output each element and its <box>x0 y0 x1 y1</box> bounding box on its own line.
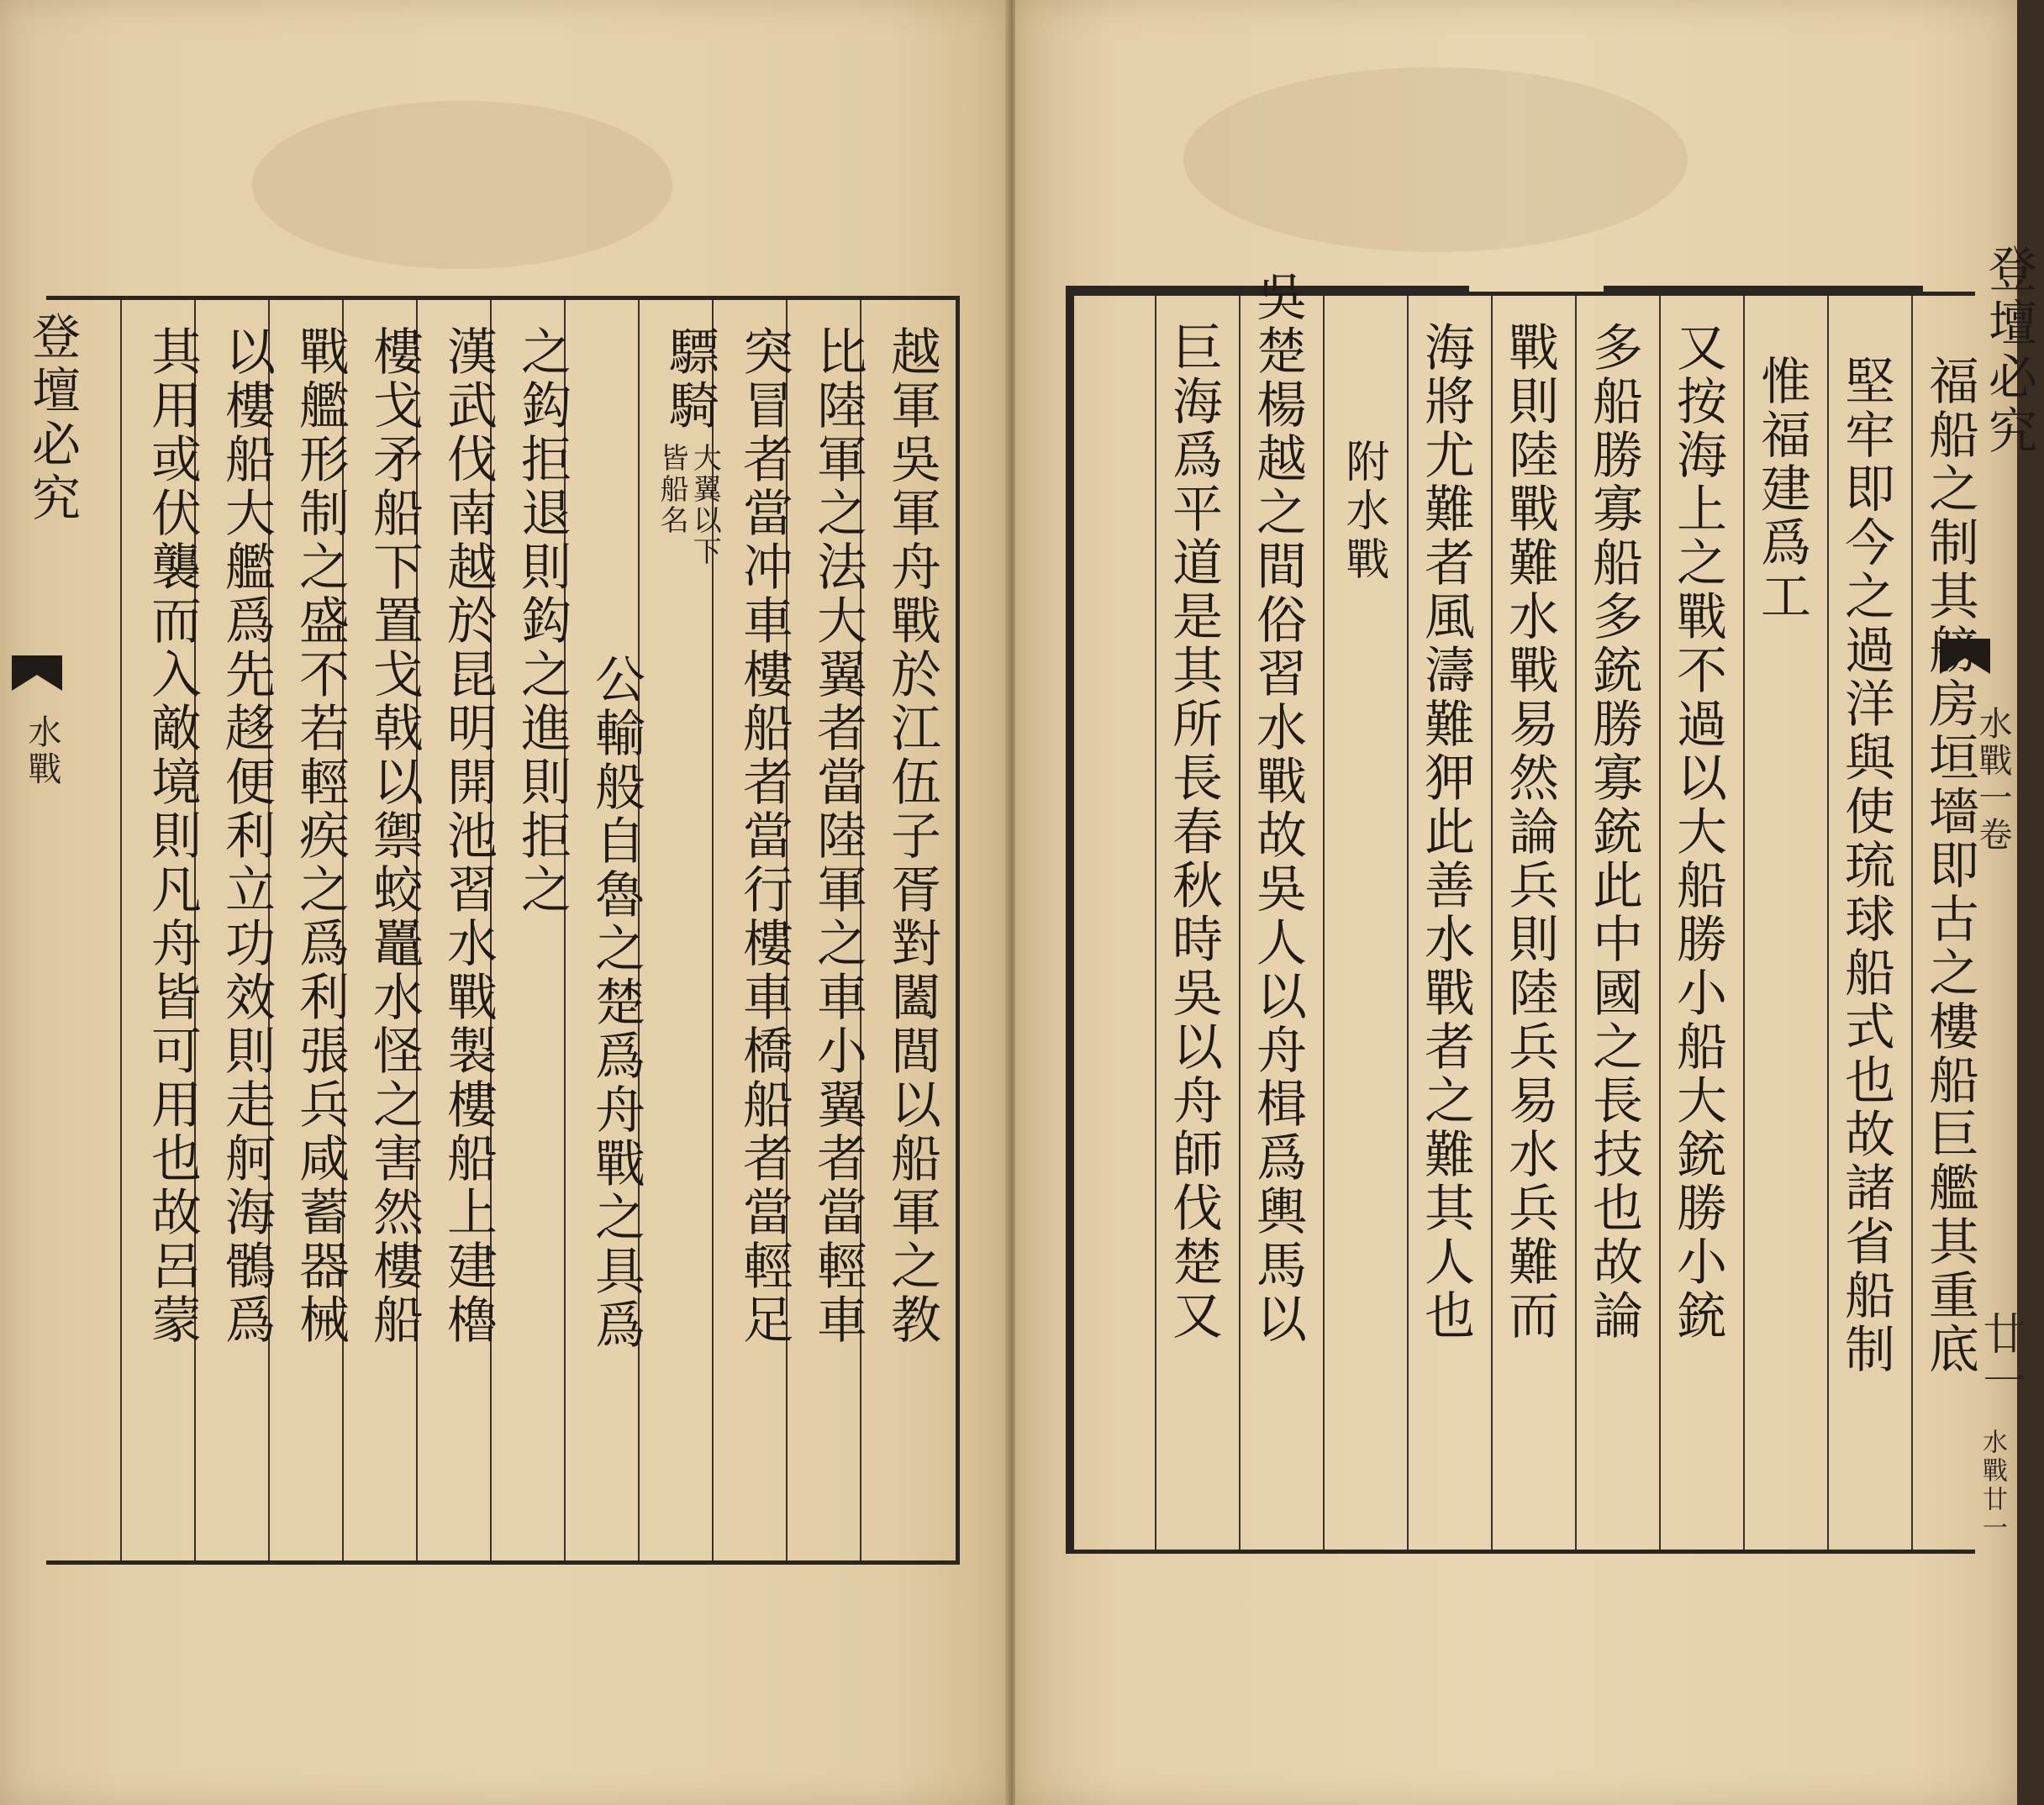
section-heading: 附水戰 <box>1338 439 1388 585</box>
text-column: 堅牢即今之過洋與使琉球船式也故諸省船制 <box>1836 355 1895 1376</box>
right-text-frame <box>1066 271 1979 1554</box>
text-column: 多船勝寡船多銃勝寡銃此中國之長技也故論 <box>1584 321 1643 1343</box>
right-margin-title: 登壇必究 <box>1980 244 2037 459</box>
column-rule <box>1239 296 1241 1550</box>
text-column: 巨海爲平道是其所長春秋時吳以舟師伐楚又 <box>1164 321 1223 1343</box>
note-line: 皆船名 <box>655 443 689 536</box>
column-rule <box>1911 296 1913 1550</box>
text-column: 以樓船大艦爲先趍便利立功效則走舸海鶻爲 <box>217 325 276 1347</box>
text-column: 公輸般自魯之楚爲舟戰之具爲 <box>587 653 645 1352</box>
text-column: 樓戈矛船下置戈戟以禦蛟鼉水怪之害然樓船 <box>365 325 424 1347</box>
folio-number: 廿一 <box>1975 1311 2026 1405</box>
folio-sub: 水戰廿一 <box>1978 1429 2007 1543</box>
column-rule <box>120 300 122 1560</box>
interlinear-note <box>655 443 720 567</box>
right-page <box>1015 0 2037 1805</box>
left-margin-title: 登壇必究 <box>24 311 81 526</box>
text-column: 福船之制其艕房垣墻即古之樓船巨艦其重底 <box>1920 355 1979 1376</box>
left-text-frame <box>46 296 960 1565</box>
column-rule <box>1575 296 1577 1550</box>
left-margin-section: 水戰 <box>23 714 61 788</box>
text-column: 戰艦形制之盛不若輕疾之爲利張兵咸蓄器械 <box>291 325 350 1347</box>
text-column: 之鈎拒退則鈎之進則拒之 <box>513 325 572 917</box>
paper-stain <box>252 101 672 269</box>
column-rule <box>1491 296 1493 1550</box>
text-column: 越軍吳軍舟戰於江伍子胥對闔閭以船軍之教 <box>882 325 941 1347</box>
right-margin-section: 水戰一卷 <box>1973 706 2012 854</box>
text-column: 又按海上之戰不過以大船勝小船大銃勝小銃 <box>1668 321 1727 1343</box>
text-column: 漢武伐南越於昆明開池習水戰製樓船上建櫓 <box>439 325 498 1347</box>
text-column: 惟福建爲工 <box>1752 355 1811 624</box>
text-column: 其用或伏襲而入敵境則凡舟皆可用也故呂蒙 <box>143 325 202 1347</box>
column-rule <box>1743 296 1745 1550</box>
text-column: 海將尤難者風濤難狎此善水戰者之難其人也 <box>1416 321 1475 1343</box>
text-column: 驃騎 <box>661 325 719 433</box>
paper-stain <box>1183 67 1688 252</box>
text-column: 吳楚楊越之間俗習水戰故吳人以舟楫爲輿馬以 <box>1248 271 1307 1346</box>
column-rule <box>1407 296 1409 1550</box>
text-column: 戰則陸戰難水戰易然論兵則陸兵易水兵難而 <box>1500 321 1559 1343</box>
text-column: 比陸軍之法大翼者當陸軍之車小翼者當輕車 <box>809 325 867 1347</box>
column-rule <box>1659 296 1661 1550</box>
note-line: 大翼以下 <box>687 443 722 567</box>
column-rule <box>1827 296 1829 1550</box>
column-rule <box>1155 296 1156 1550</box>
left-page <box>0 0 1009 1805</box>
column-rule <box>1323 296 1325 1550</box>
text-column: 突冒者當冲車樓船者當行樓車橋船者當輕足 <box>735 325 793 1347</box>
